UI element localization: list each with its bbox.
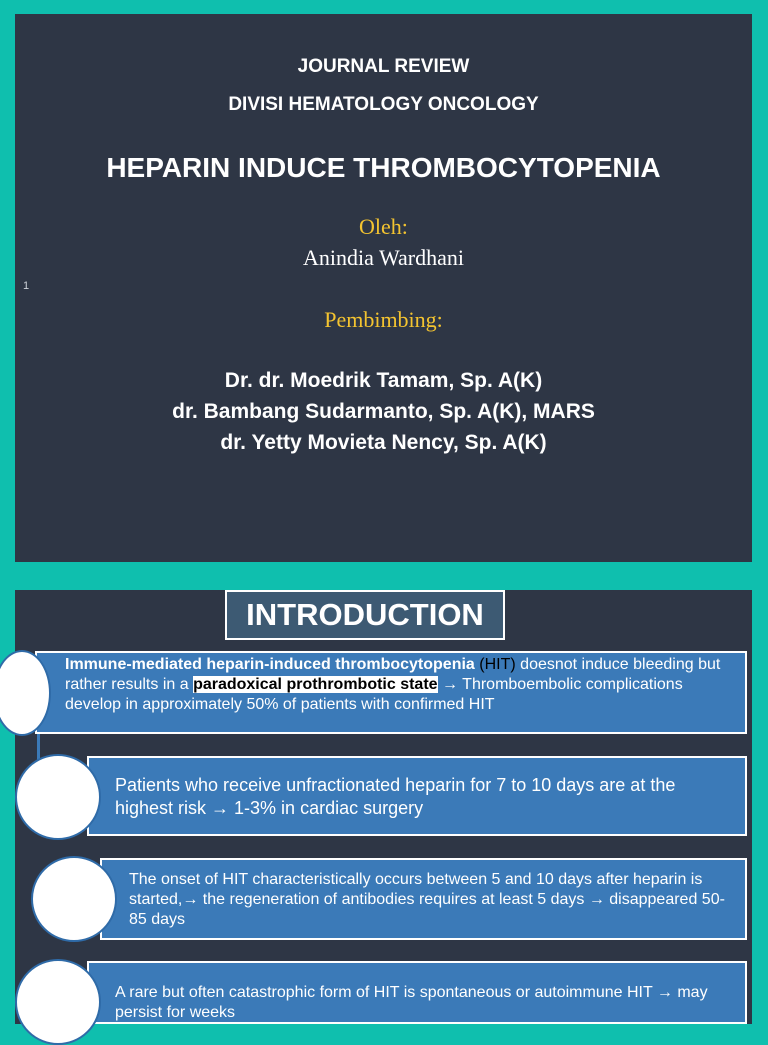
slide-title: HEPARIN INDUCE THROMBOCYTOPENIA [106,152,661,183]
by-label: Oleh: [359,214,408,239]
journal-review-label: JOURNAL REVIEW [297,56,470,77]
intro-item-3: The onset of HIT characteristically occurs between 5 and 10 days after heparin is started,→ the regeneration of antibodies requires at least 5 days → disappeared 50-85 days [100,858,747,940]
intro-item-4: A rare but often catastrophic form of HIT is spontaneous or autoimmune HIT → may persist for weeks [87,961,747,1024]
bullet-circle-4 [15,959,101,1045]
supervisor-label: Pembimbing: [324,307,443,332]
bullet-circle-3 [31,856,117,942]
title-slide [15,14,752,562]
intro-item-1 [35,651,747,734]
author-name: Anindia Wardhani [303,245,464,270]
item1-text-b: → Thromboembolic complications develop in approximately 50% of patients with confirmed HIT [65,676,683,713]
supervisor-3: dr. Yetty Movieta Nency, Sp. A(K) [220,431,547,454]
slide-number: 1 [23,280,30,292]
item1-highlight: paradoxical prothrombotic state [193,676,438,693]
item1-bold-lead: Immune-mediated heparin-induced thrombocytopenia [65,656,475,673]
intro-item-2: Patients who receive unfractionated heparin for 7 to 10 days are at the highest risk → 1-3% in cardiac surgery [87,756,747,836]
supervisor-1: Dr. dr. Moedrik Tamam, Sp. A(K) [224,369,543,392]
introduction-heading: INTRODUCTION [225,590,505,640]
introduction-slide [15,590,752,1024]
item1-hit: (HIT) [479,656,516,673]
item1-text-a: doesnot induce bleeding but rather results in a [65,656,721,693]
supervisor-2: dr. Bambang Sudarmanto, Sp. A(K), MARS [172,400,595,423]
bullet-circle-2 [15,754,101,840]
division-label: DIVISI HEMATOLOGY ONCOLOGY [228,94,539,115]
